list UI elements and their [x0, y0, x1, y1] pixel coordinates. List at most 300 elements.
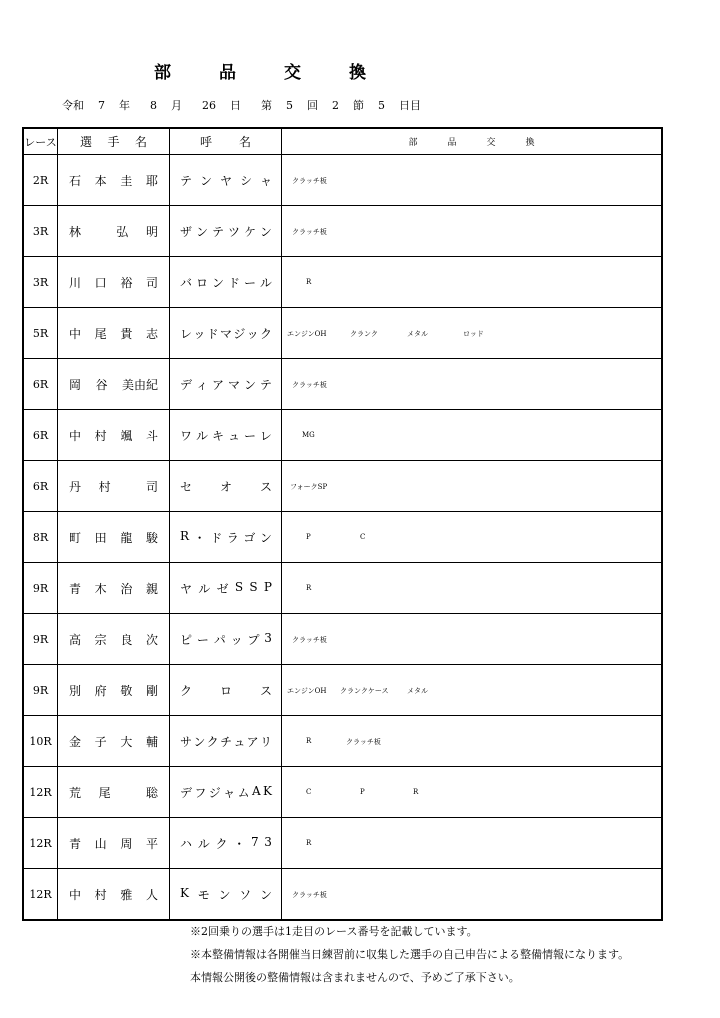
table-row	[23, 869, 662, 921]
boat-char: チ	[219, 734, 232, 749]
date-token: 26	[202, 99, 216, 112]
name-char: 輔	[145, 734, 158, 749]
boat-char: キ	[211, 428, 224, 443]
name-char: 人	[145, 887, 158, 902]
race-number: 9R	[23, 614, 58, 665]
parts-list	[282, 818, 661, 868]
name-char: 別	[69, 683, 82, 698]
title-char: 品	[219, 63, 236, 83]
name-char: 聡	[145, 785, 158, 800]
parts-cell	[282, 614, 663, 665]
boat-char: プ	[247, 632, 260, 647]
boat-name-chars	[170, 325, 281, 342]
racer-name	[58, 155, 170, 206]
boat-char: マ	[219, 326, 232, 341]
boat-char: ン	[199, 173, 212, 188]
boat-name-chars	[170, 580, 281, 597]
boat-char: ケ	[243, 224, 256, 239]
name-char: 司	[145, 275, 158, 290]
parts-list	[282, 359, 661, 409]
racer-name	[58, 869, 170, 921]
parts-cell	[282, 869, 663, 921]
parts-cell	[282, 665, 663, 716]
racer-name-chars	[58, 172, 169, 189]
name-char: 宗	[94, 632, 107, 647]
boat-char: ン	[259, 887, 272, 902]
boat-char: ャ	[259, 173, 272, 188]
boat-char: R	[180, 528, 190, 543]
boat-char: テ	[211, 224, 224, 239]
part-item: R	[306, 584, 312, 592]
name-char: 尾	[94, 326, 107, 341]
table-row	[23, 410, 662, 461]
boat-char: ュ	[227, 428, 240, 443]
name-char: 高	[69, 632, 82, 647]
name-char: 次	[145, 632, 158, 647]
racer-name	[58, 512, 170, 563]
part-item: メタル	[407, 330, 428, 338]
name-char: 敬	[120, 683, 133, 698]
boat-char: デ	[180, 785, 193, 800]
parts-list	[282, 206, 661, 256]
table-row	[23, 206, 662, 257]
race-number: 9R	[23, 563, 58, 614]
race-number: 12R	[23, 818, 58, 869]
boat-char: S	[249, 579, 258, 594]
boat-name	[170, 665, 282, 716]
boat-char: ク	[180, 683, 193, 698]
name-char: 川	[69, 275, 82, 290]
racer-name	[58, 461, 170, 512]
racer-name	[58, 665, 170, 716]
parts-cell	[282, 563, 663, 614]
boat-char: ル	[195, 428, 208, 443]
boat-char: ル	[259, 275, 272, 290]
name-char: 子	[94, 734, 107, 749]
table-row	[23, 716, 662, 767]
boat-char: デ	[180, 377, 193, 392]
boat-char: パ	[213, 632, 226, 647]
boat-char: ヤ	[180, 581, 193, 596]
boat-name	[170, 308, 282, 359]
boat-char: ー	[243, 428, 256, 443]
parts-list	[282, 461, 661, 511]
boat-char: ュ	[233, 734, 246, 749]
boat-char: ン	[211, 275, 224, 290]
race-number: 8R	[23, 512, 58, 563]
boat-char: オ	[219, 479, 232, 494]
part-item: MG	[302, 431, 315, 439]
boat-name	[170, 512, 282, 563]
boat-char: ャ	[223, 785, 236, 800]
boat-char: サ	[180, 734, 193, 749]
race-number: 12R	[23, 767, 58, 818]
part-item: クラッチ板	[292, 381, 327, 389]
date-token: 第	[261, 99, 272, 112]
race-number: 12R	[23, 869, 58, 921]
parts-cell	[282, 257, 663, 308]
boat-char: ー	[243, 275, 256, 290]
boat-char: ア	[246, 734, 259, 749]
name-char: 司	[145, 479, 158, 494]
name-char: 林	[69, 224, 82, 239]
racer-name-chars	[58, 682, 169, 699]
racer-name	[58, 410, 170, 461]
racer-name	[58, 716, 170, 767]
name-char: 中	[69, 428, 82, 443]
table-row	[23, 767, 662, 818]
boat-char: ム	[237, 785, 250, 800]
boat-char: モ	[197, 887, 210, 902]
header-char: 呼	[200, 135, 213, 149]
race-number: 6R	[23, 359, 58, 410]
part-item: P	[360, 788, 365, 796]
boat-name	[170, 563, 282, 614]
part-item: クラッチ板	[292, 228, 327, 236]
boat-char: A	[251, 783, 261, 798]
date-line	[62, 97, 421, 113]
name-char: 龍	[120, 530, 133, 545]
title-char: 換	[349, 63, 366, 83]
name-char: 青	[69, 581, 82, 596]
boat-char: ィ	[195, 377, 208, 392]
name-char: 石	[69, 173, 82, 188]
racer-name	[58, 563, 170, 614]
boat-name-chars	[170, 427, 281, 444]
part-item: クラッチ板	[292, 891, 327, 899]
part-item: クランク	[350, 330, 378, 338]
name-char: 本	[94, 173, 107, 188]
boat-char: リ	[259, 734, 272, 749]
boat-char: ヤ	[219, 173, 232, 188]
name-char: 田	[94, 530, 107, 545]
name-char: 雅	[120, 887, 133, 902]
name-char: 裕	[120, 275, 133, 290]
parts-cell	[282, 359, 663, 410]
racer-name	[58, 767, 170, 818]
racer-name	[58, 257, 170, 308]
part-item: R	[306, 278, 312, 286]
date-token: 日目	[399, 99, 421, 112]
boat-char: セ	[180, 479, 193, 494]
date-token: 回	[307, 99, 318, 112]
name-char: 丹	[69, 479, 82, 494]
boat-name-chars	[170, 835, 281, 852]
racer-name-chars	[58, 631, 169, 648]
part-item: C	[360, 533, 366, 541]
boat-char: ー	[196, 632, 209, 647]
header-boat-name	[170, 128, 282, 155]
boat-char: ジ	[208, 785, 221, 800]
boat-char: ツ	[227, 224, 240, 239]
boat-name-chars	[170, 223, 281, 240]
boat-name-chars	[170, 733, 281, 750]
name-char: 良	[120, 632, 133, 647]
boat-name	[170, 767, 282, 818]
name-char: 岡	[69, 377, 82, 392]
race-number: 10R	[23, 716, 58, 767]
table-row	[23, 563, 662, 614]
name-char: 谷	[95, 377, 108, 392]
boat-char: ジ	[233, 326, 246, 341]
name-char: 町	[69, 530, 82, 545]
boat-name	[170, 716, 282, 767]
boat-name	[170, 410, 282, 461]
boat-char: S	[234, 579, 244, 594]
parts-cell	[282, 512, 663, 563]
part-item: フォークSP	[290, 483, 328, 491]
boat-char: ピ	[180, 632, 193, 647]
boat-char: ン	[218, 887, 231, 902]
notes	[190, 920, 629, 989]
name-char: 駿	[145, 530, 158, 545]
name-char: 大	[120, 734, 133, 749]
header-racer-name	[58, 128, 170, 155]
header-char: 部	[408, 138, 418, 148]
boat-char: ロ	[219, 683, 232, 698]
boat-char: ン	[195, 224, 208, 239]
date-token: 日	[230, 99, 241, 112]
table-row	[23, 614, 662, 665]
parts-cell	[282, 461, 663, 512]
racer-name-chars	[58, 376, 169, 393]
boat-char: 7	[250, 834, 259, 849]
parts-cell	[282, 155, 663, 206]
boat-char: ク	[259, 326, 272, 341]
title-char: 交	[284, 63, 301, 83]
boat-name	[170, 257, 282, 308]
name-char: 木	[94, 581, 107, 596]
boat-char: ・	[233, 836, 246, 851]
boat-name-chars	[170, 784, 281, 801]
boat-char: ル	[198, 581, 211, 596]
boat-name	[170, 206, 282, 257]
parts-list	[282, 665, 661, 715]
name-char: 尾	[98, 785, 111, 800]
boat-char: ゼ	[216, 581, 229, 596]
boat-char: ラ	[226, 530, 239, 545]
racer-name-chars	[58, 580, 169, 597]
name-char: 志	[145, 326, 158, 341]
parts-exchange-table	[22, 127, 663, 921]
boat-name-chars	[170, 682, 281, 699]
boat-char: ザ	[180, 224, 193, 239]
header-char: 名	[238, 135, 251, 149]
racer-name	[58, 359, 170, 410]
race-number: 6R	[23, 410, 58, 461]
racer-name-chars	[58, 886, 169, 903]
name-char: 圭	[120, 173, 133, 188]
part-item: R	[306, 737, 312, 745]
boat-char: K	[263, 783, 272, 798]
parts-list	[282, 563, 661, 613]
name-char: 貴	[120, 326, 133, 341]
date-token: 2	[332, 99, 339, 112]
boat-char: ル	[197, 836, 210, 851]
parts-cell	[282, 308, 663, 359]
date-token: 5	[378, 99, 385, 112]
name-char: 荒	[69, 785, 82, 800]
boat-char: ワ	[180, 428, 193, 443]
race-number: 6R	[23, 461, 58, 512]
racer-name-chars	[58, 325, 169, 342]
racer-name-chars	[58, 784, 169, 801]
parts-list	[282, 767, 661, 817]
table-row	[23, 512, 662, 563]
racer-name	[58, 614, 170, 665]
header-race: レース	[23, 128, 58, 155]
boat-name	[170, 818, 282, 869]
racer-name-chars	[58, 478, 169, 495]
parts-list	[282, 308, 661, 358]
race-number: 3R	[23, 206, 58, 257]
boat-char: 3	[264, 834, 272, 849]
part-item: メタル	[407, 687, 428, 695]
race-number: 3R	[23, 257, 58, 308]
boat-name	[170, 869, 282, 921]
boat-char: マ	[227, 377, 240, 392]
parts-cell	[282, 818, 663, 869]
boat-char: ド	[227, 275, 240, 290]
table-row	[23, 461, 662, 512]
boat-char: ロ	[195, 275, 208, 290]
racer-name-chars	[58, 733, 169, 750]
parts-cell	[282, 767, 663, 818]
name-char: 斗	[145, 428, 158, 443]
boat-name	[170, 461, 282, 512]
page-title	[0, 58, 520, 83]
name-char: 中	[69, 887, 82, 902]
racer-name-chars	[58, 835, 169, 852]
boat-char: ン	[259, 224, 272, 239]
boat-char: ッ	[246, 326, 259, 341]
part-item: クラッチ板	[292, 636, 327, 644]
name-char: 金	[69, 734, 82, 749]
parts-list	[282, 155, 661, 205]
name-char: 村	[98, 479, 111, 494]
boat-char: P	[263, 579, 272, 594]
boat-char: フ	[194, 785, 207, 800]
boat-char: ソ	[239, 887, 252, 902]
boat-char: バ	[180, 275, 193, 290]
boat-char: ハ	[180, 836, 193, 851]
parts-cell	[282, 206, 663, 257]
boat-name	[170, 155, 282, 206]
racer-name-chars	[58, 529, 169, 546]
boat-name-chars	[170, 376, 281, 393]
name-char: 山	[94, 836, 107, 851]
boat-name-chars	[170, 172, 281, 189]
date-token: 5	[286, 99, 293, 112]
name-char: 明	[145, 224, 158, 239]
boat-name	[170, 359, 282, 410]
title-char: 部	[154, 63, 171, 83]
parts-cell	[282, 716, 663, 767]
name-char: 颯	[120, 428, 133, 443]
boat-name-chars	[170, 529, 281, 546]
part-item: P	[306, 533, 311, 541]
name-char: 青	[69, 836, 82, 851]
boat-char: ア	[211, 377, 224, 392]
racer-name	[58, 308, 170, 359]
parts-list	[282, 512, 661, 562]
part-item: エンジンOH	[287, 330, 327, 338]
name-char: 弘	[116, 224, 129, 239]
part-item: クラッチ板	[346, 738, 381, 746]
header-parts	[282, 128, 663, 155]
name-char: 村	[94, 428, 107, 443]
name-char: 美由紀	[121, 377, 158, 392]
name-char: 耶	[145, 173, 158, 188]
boat-char: レ	[259, 428, 272, 443]
name-char: 府	[94, 683, 107, 698]
boat-char: K	[180, 885, 189, 900]
boat-char: ク	[206, 734, 219, 749]
date-token: 節	[353, 99, 364, 112]
table-row	[23, 257, 662, 308]
date-token: 月	[171, 99, 182, 112]
boat-name-chars	[170, 886, 281, 903]
racer-name-chars	[58, 223, 169, 240]
name-char: 剛	[145, 683, 158, 698]
boat-char: ド	[206, 326, 219, 341]
name-char: 村	[94, 887, 107, 902]
table-row	[23, 818, 662, 869]
boat-char: テ	[180, 173, 193, 188]
date-token: 8	[150, 99, 157, 112]
parts-list	[282, 410, 661, 460]
racer-name	[58, 818, 170, 869]
boat-char: ゴ	[243, 530, 256, 545]
name-char: 平	[145, 836, 158, 851]
boat-char: ド	[210, 530, 223, 545]
race-number: 5R	[23, 308, 58, 359]
table-header-row	[23, 128, 662, 155]
table-row	[23, 308, 662, 359]
boat-char: 3	[264, 630, 272, 645]
name-char: 口	[94, 275, 107, 290]
part-item: R	[413, 788, 419, 796]
racer-name-chars	[58, 427, 169, 444]
date-token: 令和	[62, 99, 84, 112]
boat-char: ・	[193, 530, 206, 545]
note-line: ※本整備情報は各開催当日練習前に収集した選手の自己申告による整備情報になります。	[190, 948, 630, 961]
table-row	[23, 359, 662, 410]
boat-char: ッ	[230, 632, 243, 647]
header-char: 選	[80, 135, 93, 149]
date-token: 年	[119, 99, 130, 112]
header-char: 品	[447, 138, 457, 148]
boat-char: ス	[259, 479, 272, 494]
parts-list	[282, 869, 661, 919]
table-row	[23, 155, 662, 206]
name-char: 周	[120, 836, 133, 851]
boat-name-chars	[170, 274, 281, 291]
note-line: 本情報公開後の整備情報は含まれませんので、予めご了承下さい。	[190, 971, 520, 984]
header-char: 換	[525, 138, 535, 148]
race-number: 2R	[23, 155, 58, 206]
race-number: 9R	[23, 665, 58, 716]
part-item: C	[306, 788, 312, 796]
parts-list	[282, 716, 661, 766]
name-char: 親	[145, 581, 158, 596]
date-token: 7	[98, 99, 105, 112]
boat-char: シ	[239, 173, 252, 188]
boat-char: テ	[259, 377, 272, 392]
parts-cell	[282, 410, 663, 461]
header-char: 交	[486, 138, 496, 148]
boat-name-chars	[170, 478, 281, 495]
